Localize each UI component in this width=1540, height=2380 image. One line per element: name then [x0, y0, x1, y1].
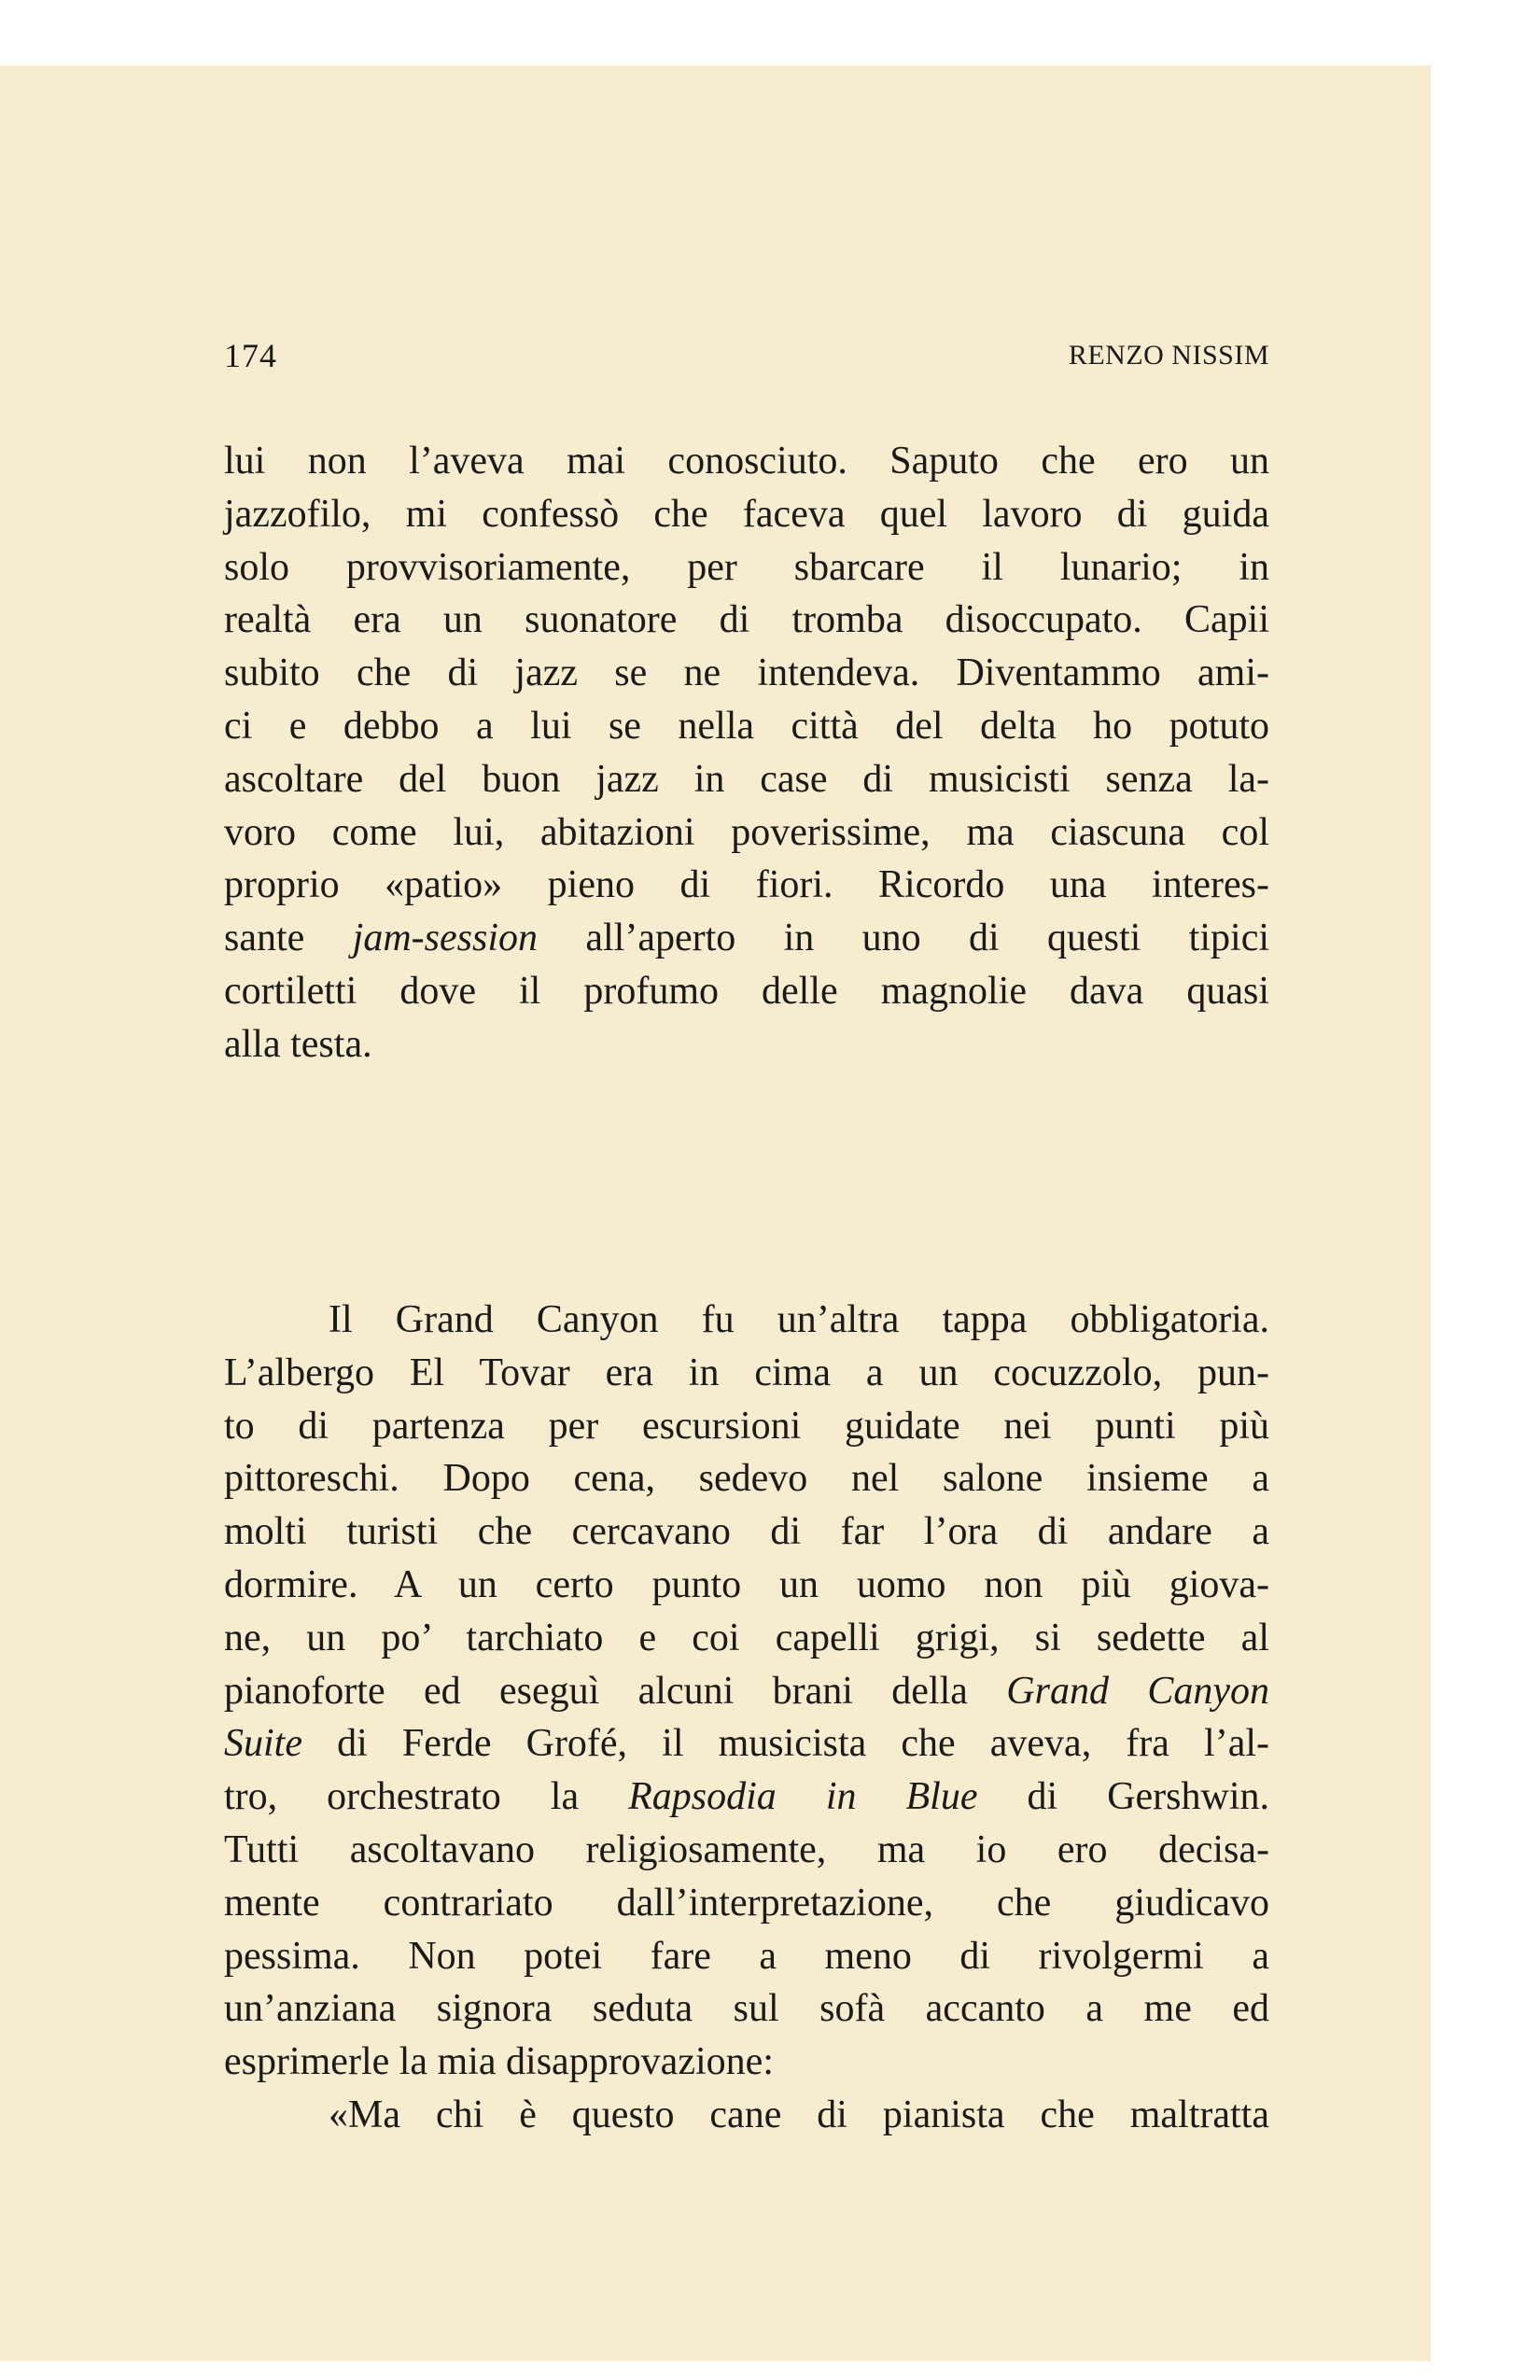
text-line: realtà era un suonatore di tromba disoccupato. Capii	[224, 598, 1269, 642]
text-line: un’anziana signora seduta sul sofà accanto a me ed	[224, 1987, 1269, 2031]
text-run: di Gershwin.	[977, 1775, 1270, 1819]
text-line: molti turisti che cercavano di far l’ora di andare a	[224, 1510, 1269, 1554]
text-line: esprimerle la mia disapprovazione:	[224, 2040, 774, 2084]
text-run: pianoforte ed eseguì alcuni brani della	[224, 1669, 1007, 1713]
text-line: cortiletti dove il profumo delle magnolie dava quasi	[224, 969, 1269, 1013]
text-line: alla testa.	[224, 1022, 372, 1066]
page-number: 174	[224, 337, 277, 374]
text-line: ne, un po’ tarchiato e coi capelli grigi, si sedette al	[224, 1616, 1269, 1659]
text-line: lui non l’aveva mai conosciuto. Saputo che ero un	[224, 440, 1269, 483]
text-line: dormire. A un certo punto un uomo non più giova-	[224, 1562, 1269, 1606]
text-line: «Ma chi è questo cane di pianista che maltratta	[329, 2093, 1269, 2136]
text-line: solo provvisoriamente, per sbarcare il lunario; in	[224, 545, 1269, 589]
italic-title: Rapsodia in Blue	[628, 1775, 978, 1819]
text-line: voro come lui, abitazioni poverissime, ma ciascuna col	[224, 810, 1269, 854]
text-line: Tutti ascoltavano religiosamente, ma io ero decisa-	[224, 1827, 1269, 1871]
text-run: sante	[224, 917, 353, 960]
running-title: RENZO NISSIM	[1068, 340, 1269, 371]
text-line: pessima. Non potei fare a meno di rivolgermi a	[224, 1934, 1269, 1978]
text-line: ascoltare del buon jazz in case di musicisti senza la-	[224, 757, 1269, 801]
text-line: jazzofilo, mi confessò che faceva quel lavoro di guida	[224, 492, 1269, 536]
paragraph-grand-canyon	[224, 1294, 1269, 2142]
text-line: ci e debbo a lui se nella città del delta ho potuto	[224, 704, 1269, 748]
text-line	[224, 1665, 1269, 1718]
text-line: proprio «patio» pieno di fiori. Ricordo una interes-	[224, 863, 1269, 907]
text-line: to di partenza per escursioni guidate nei punti più	[224, 1404, 1269, 1448]
text-run: di Ferde Grofé, il musicista che aveva, fra l’al-	[301, 1722, 1269, 1766]
text-line	[224, 1717, 1269, 1771]
running-head	[224, 336, 1269, 383]
text-line	[224, 1771, 1269, 1824]
scanned-page	[0, 65, 1431, 2361]
text-line: L’albergo El Tovar era in cima a un cocuzzolo, pun-	[224, 1351, 1269, 1394]
text-line: Il Grand Canyon fu un’altra tappa obbligatoria.	[329, 1298, 1269, 1341]
text-line: mente contrariato dall’interpretazione, che giudicavo	[224, 1881, 1269, 1925]
text-line: subito che di jazz se ne intendeva. Diventammo ami-	[224, 651, 1269, 695]
paragraph-new-orleans	[224, 435, 1269, 1071]
text-run: all’aperto in uno di questi tipici	[538, 917, 1269, 960]
italic-title: Grand Canyon	[1006, 1669, 1269, 1713]
text-line	[224, 912, 1269, 965]
italic-title: Suite	[224, 1722, 302, 1766]
text-line: pittoreschi. Dopo cena, sedevo nel salone insieme a	[224, 1457, 1269, 1501]
text-run: tro, orchestrato la	[224, 1775, 629, 1819]
italic-term: jam-session	[352, 917, 538, 960]
